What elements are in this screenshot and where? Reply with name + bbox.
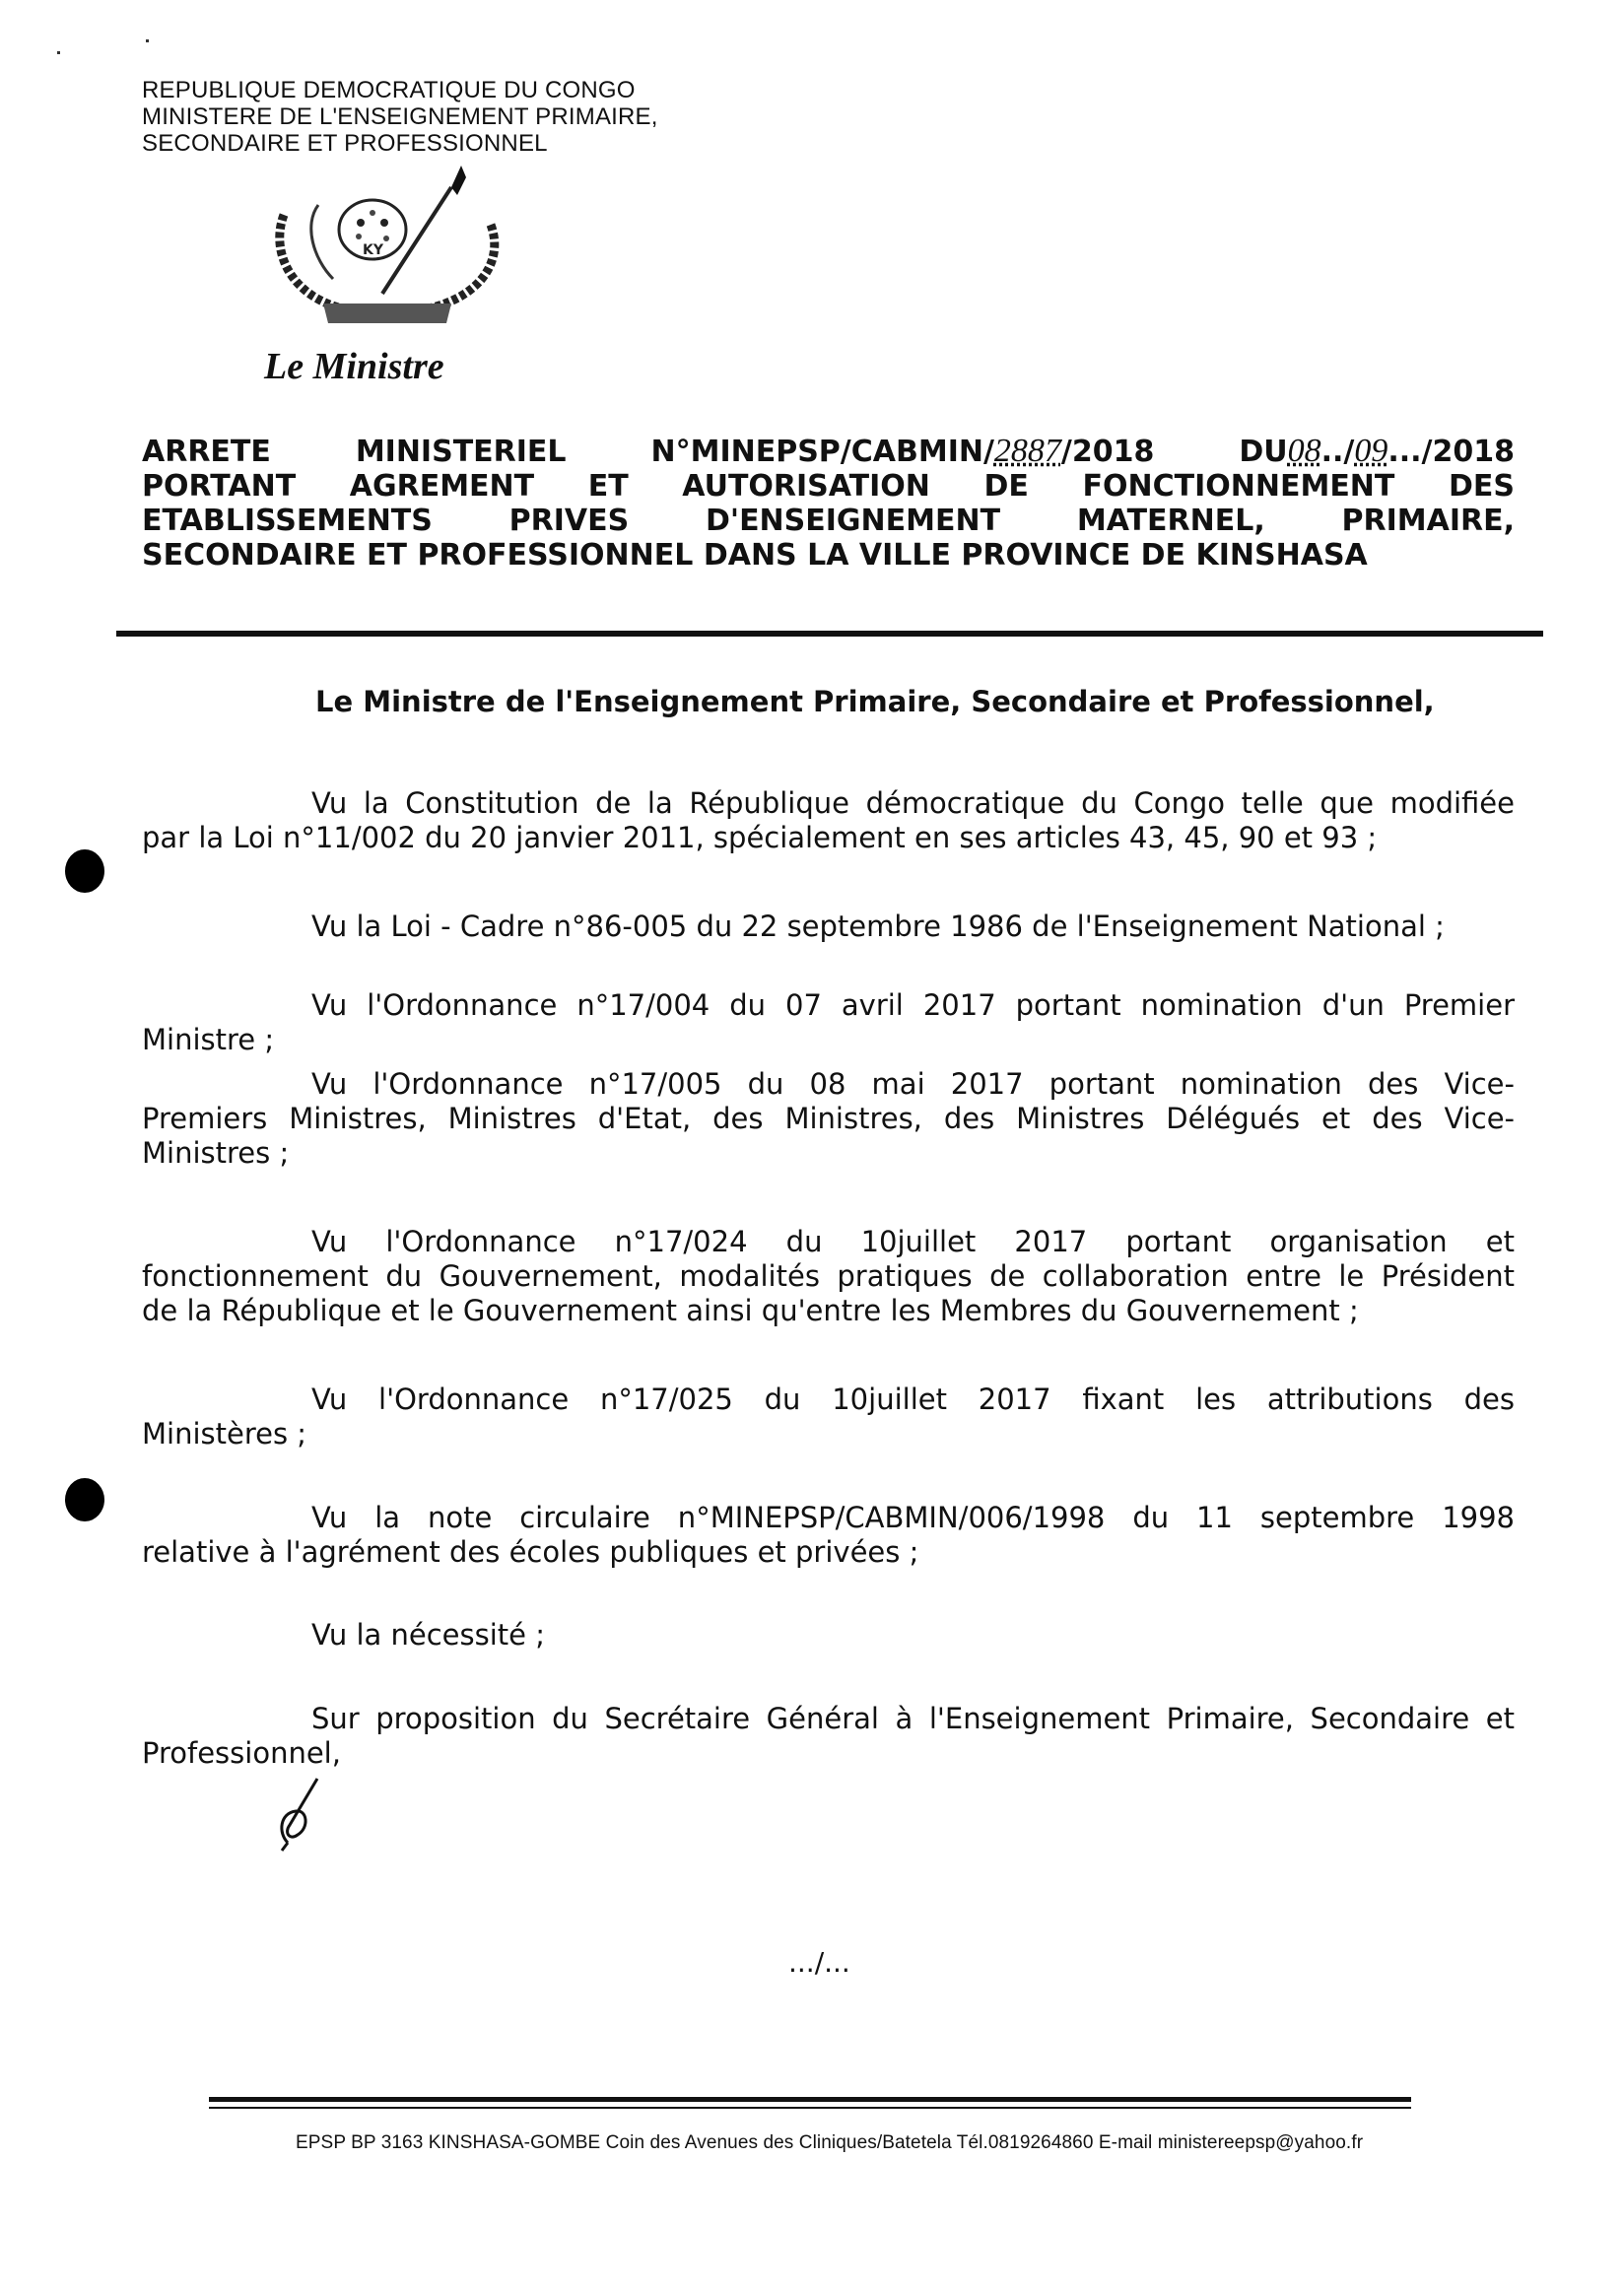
- decree-number-prefix: ARRETE MINISTERIEL N°MINEPSP/CABMIN/: [142, 435, 994, 469]
- footer-divider: [209, 2097, 1411, 2102]
- considerant-vice-premiers: [142, 1067, 1515, 1171]
- decree-title: [142, 434, 1515, 573]
- considerant-premier-ministre: [142, 988, 1515, 1057]
- svg-text:KY: KY: [363, 242, 383, 258]
- paragraph-line: par la Loi n°11/002 du 20 janvier 2011, spécialement en ses articles 43, 45, 90 et 93 ;: [142, 821, 1378, 854]
- footer-divider-thin: [209, 2107, 1411, 2109]
- paragraph-line: Professionnel,: [142, 1736, 341, 1770]
- title-line-3: ETABLISSEMENTS PRIVES D'ENSEIGNEMENT MATERNEL, PRIMAIRE,: [142, 504, 1515, 538]
- handwritten-initial-icon: [268, 1774, 327, 1853]
- letterhead-ministry-cont: SECONDAIRE ET PROFESSIONNEL: [142, 130, 548, 157]
- paragraph-line: Vu la Loi - Cadre n°86-005 du 22 septembre 1986 de l'Enseignement National ;: [311, 910, 1445, 943]
- paragraph-line: Ministre ;: [142, 1023, 275, 1056]
- decree-date-prefix: /2018 DU: [1060, 435, 1288, 469]
- title-line-2: PORTANT AGREMENT ET AUTORISATION DE FONCTIONNEMENT DES: [142, 469, 1515, 504]
- paragraph-line: Sur proposition du Secrétaire Général à l'Enseignement Primaire, Secondaire et: [311, 1702, 1515, 1735]
- letterhead: [142, 77, 658, 157]
- punch-hole-icon: [65, 849, 104, 893]
- title-line-4: SECONDAIRE ET PROFESSIONNEL DANS LA VILLE PROVINCE DE KINSHASA: [142, 538, 1368, 573]
- paragraph-line: Vu l'Ordonnance n°17/024 du 10juillet 2017 portant organisation et: [311, 1225, 1515, 1258]
- footer-address: EPSP BP 3163 KINSHASA-GOMBE Coin des Avenues des Cliniques/Batetela Tél.0819264860 E-mail ministereepsp@yahoo.fr: [296, 2132, 1364, 2153]
- paragraph-line: fonctionnement du Gouvernement, modalités pratiques de collaboration entre le Président: [142, 1259, 1515, 1293]
- scan-speck: [57, 51, 60, 54]
- paragraph-line: Vu la nécessité ;: [311, 1618, 545, 1652]
- considerant-organisation: [142, 1225, 1515, 1328]
- paragraph-line: relative à l'agrément des écoles publiques et privées ;: [142, 1535, 919, 1569]
- coat-of-arms-icon: [264, 166, 510, 331]
- considerant-attributions: [142, 1383, 1515, 1451]
- considerant-note-circulaire: [142, 1501, 1515, 1570]
- decree-year: .../2018: [1387, 435, 1515, 469]
- paragraph-line: Ministères ;: [142, 1417, 307, 1451]
- signatory-label: Le Ministre: [264, 346, 444, 387]
- considerant-proposition: [142, 1702, 1515, 1771]
- paragraph-line: Vu l'Ordonnance n°17/005 du 08 mai 2017 portant nomination des Vice-: [311, 1067, 1515, 1101]
- considerant-loi-cadre: [142, 910, 1515, 944]
- paragraph-line: de la République et le Gouvernement ainsi qu'entre les Membres du Gouvernement ;: [142, 1294, 1359, 1327]
- date-separator: ../: [1320, 435, 1355, 469]
- scan-speck: [146, 39, 149, 42]
- handwritten-number: 2887: [993, 433, 1061, 469]
- paragraph-line: Premiers Ministres, Ministres d'Etat, des Ministres, des Ministres Délégués et des Vice-: [142, 1102, 1515, 1135]
- handwritten-day: 08: [1287, 433, 1321, 469]
- considerant-necessite: [142, 1618, 1515, 1653]
- paragraph-line: Vu l'Ordonnance n°17/025 du 10juillet 2017 fixant les attributions des: [311, 1383, 1515, 1416]
- decree-number-line: [142, 434, 1515, 469]
- paragraph-line: Vu la Constitution de la République démocratique du Congo telle que modifiée: [311, 786, 1515, 820]
- letterhead-country: REPUBLIQUE DEMOCRATIQUE DU CONGO: [142, 77, 636, 103]
- punch-hole-icon: [65, 1478, 104, 1521]
- paragraph-line: Vu la note circulaire n°MINEPSP/CABMIN/006/1998 du 11 septembre 1998: [311, 1501, 1515, 1534]
- considerant-constitution: [142, 786, 1515, 855]
- handwritten-month: 09: [1354, 433, 1388, 469]
- minister-heading: Le Ministre de l'Enseignement Primaire, Secondaire et Professionnel,: [315, 685, 1435, 718]
- title-divider: [116, 631, 1543, 637]
- paragraph-line: Ministres ;: [142, 1136, 290, 1170]
- letterhead-ministry: MINISTERE DE L'ENSEIGNEMENT PRIMAIRE,: [142, 103, 658, 130]
- page-continuation: .../...: [788, 1946, 850, 1979]
- paragraph-line: Vu l'Ordonnance n°17/004 du 07 avril 2017 portant nomination d'un Premier: [311, 988, 1515, 1022]
